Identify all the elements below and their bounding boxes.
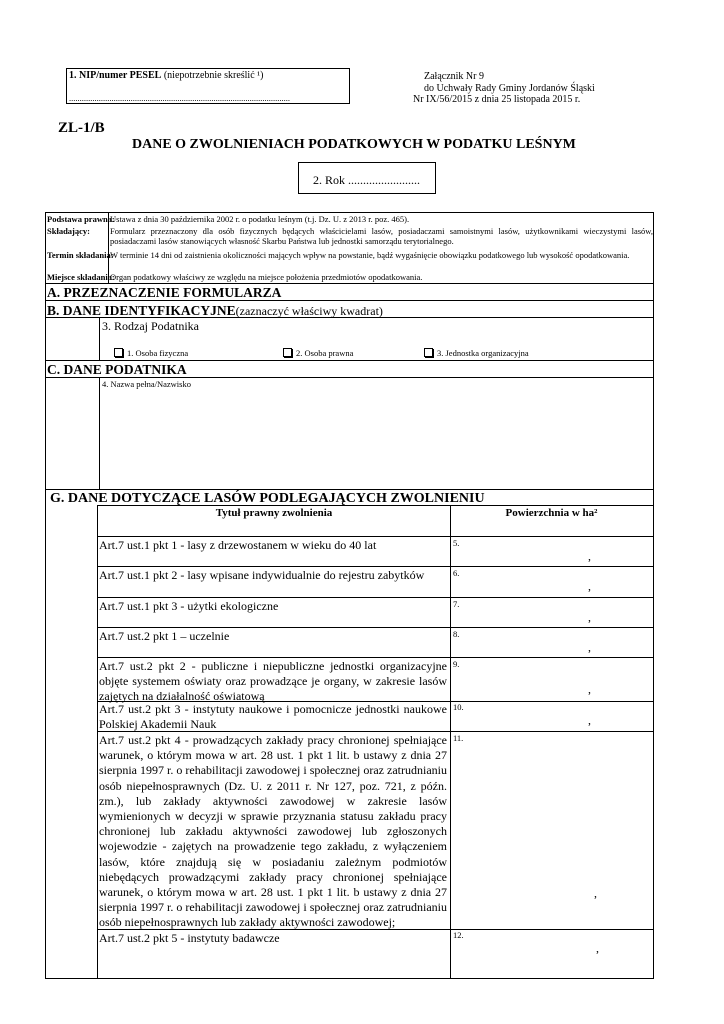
deadline-text: W terminie 14 dni od zaistnienia okoliczności mających wpływ na powstanie, bądź wygaśnięcie obowiązku podatkowego lub wysokość opodatkowania. (110, 250, 630, 260)
area-field-8-label: 8. (453, 629, 460, 639)
area-field-5-label: 5. (453, 538, 460, 548)
area-field-11-separator: , (594, 886, 597, 900)
year-field[interactable] (298, 162, 436, 194)
nip-dots: ........................................................................................................ (69, 93, 290, 103)
section-b-note: (zaznaczyć właściwy kwadrat) (235, 304, 383, 318)
area-field-11[interactable] (451, 732, 653, 928)
year-label: 2. Rok ........................ (313, 173, 421, 187)
checkbox-natural-person[interactable] (114, 348, 123, 357)
submitter-text: Formularz przeznaczony dla osób fizycznych będących właścicielami lasów, posiadaczami samoistnymi lasów, użytkownikami wieczystymi lasów, posiadaczami lasów stanowiących własność Skarbu Państwa lub jednostki samorządu terytorialnego. (110, 226, 653, 246)
taxpayer-type-label: 3. Rodzaj Podatnika (102, 319, 199, 333)
option-legal-person-label: 2. Osoba prawna (296, 348, 354, 358)
exemption-row-12-title: Art.7 ust.2 pkt 5 - instytuty badawcze (99, 931, 280, 945)
area-field-9-separator: , (588, 682, 591, 696)
option-legal-person[interactable] (283, 348, 353, 358)
place-label: Miejsce składania: (47, 272, 115, 282)
exemption-row-11-title: Art.7 ust.2 pkt 4 - prowadzących zakłady pracy chronionej spełniające warunek, o którym mowa w art. 28 ust. 1 pkt 1 lit. b ustawy z dnia 27 sierpnia 1997 r. o rehabilitacji zawodowej i społecznej oraz zatrudnianiu osób niepełnosprawnych (Dz. U. z 2011 r. Nr 127, poz. 721, z późn. zm.), lub zakłady aktywności zawodowej w zakresie lasów wymienionych w decyzji w sprawie przyznania statusu zakładu pracy chronionej lub zakładu aktywności zawodowej lub zgłoszonych wojewodzie - zajętych na prowadzenie tego zakładu, z wyłączeniem lasów, które znajdują się w posiadaniu zależnym podmiotów niebędących prowadzącymi zakłady pracy chronionej spełniające warunek, o którym mowa w art. 28 ust. 1 pkt 1 lit. b ustawy z dnia 27 sierpnia 1997 r. o rehabilitacji zawodowej i społecznej oraz zatrudnianiu osób niepełnosprawnych lub zakłady aktywności zawodowej; (99, 733, 447, 930)
section-c-title: C. DANE PODATNIKA (47, 362, 187, 377)
form-title: DANE O ZWOLNIENIACH PODATKOWYCH W PODATKU LEŚNYM (132, 137, 576, 152)
section-b-heading: B. DANE IDENTYFIKACYJNE (47, 303, 236, 318)
area-field-5-separator: , (588, 549, 591, 563)
area-field-7-label: 7. (453, 599, 460, 609)
area-field-7-separator: , (588, 610, 591, 624)
place-text: Organ podatkowy właściwy ze względu na miejsce położenia przedmiotów opodatkowania. (110, 272, 423, 282)
exemption-row-8-title: Art.7 ust.2 pkt 1 – uczelnie (99, 629, 230, 643)
checkbox-legal-person[interactable] (283, 348, 292, 357)
area-field-10-label: 10. (453, 702, 464, 712)
exemption-row-7-title: Art.7 ust.1 pkt 3 - użytki ekologiczne (99, 599, 279, 613)
area-field-6[interactable] (451, 567, 653, 596)
legal-basis-text: Ustawa z dnia 30 października 2002 r. o podatku leśnym (t.j. Dz. U. z 2013 r. poz. 465). (110, 214, 410, 224)
deadline-label: Termin składania: (47, 250, 114, 260)
nip-note: (niepotrzebnie skreślić ¹) (163, 70, 264, 81)
area-field-10[interactable] (451, 702, 653, 730)
nip-field[interactable] (66, 68, 350, 104)
nip-label: 1. NIP/numer PESEL (69, 70, 162, 81)
area-field-11-label: 11. (453, 733, 464, 743)
checkbox-organizational-unit[interactable] (424, 348, 433, 357)
form-code: ZL-1/B (58, 120, 105, 136)
section-g-title: G. DANE DOTYCZĄCE LASÓW PODLEGAJĄCYCH ZWOLNIENIU (50, 491, 485, 506)
attachment-line-1: Załącznik Nr 9 (424, 71, 484, 82)
exemption-row-10-title: Art.7 ust.2 pkt 3 - instytuty naukowe i pomocnicze jednostki naukowe Polskiej Akademii Nauk (99, 702, 447, 731)
exemption-row-5-title: Art.7 ust.1 pkt 1 - lasy z drzewostanem w wieku do 40 lat (99, 538, 377, 552)
exemption-row-6-title: Art.7 ust.1 pkt 2 - lasy wpisane indywidualnie do rejestru zabytków (99, 568, 425, 582)
option-natural-person[interactable] (114, 348, 188, 358)
area-field-12[interactable] (451, 930, 653, 978)
area-field-9-label: 9. (453, 659, 460, 669)
full-name-input[interactable] (100, 391, 652, 487)
area-field-6-separator: , (588, 579, 591, 593)
option-organizational-unit-label: 3. Jednostka organizacyjna (437, 348, 529, 358)
area-field-12-separator: , (596, 941, 599, 955)
option-organizational-unit[interactable] (424, 348, 529, 358)
area-field-6-label: 6. (453, 568, 460, 578)
col-title-header: Tytuł prawny zwolnienia (215, 507, 333, 519)
area-field-5[interactable] (451, 537, 653, 565)
area-field-8-separator: , (588, 640, 591, 654)
section-a-title: A. PRZEZNACZENIE FORMULARZA (47, 285, 282, 300)
attachment-line-3: Nr IX/56/2015 z dnia 25 listopada 2015 r. (413, 94, 581, 105)
full-name-label: 4. Nazwa pełna/Nazwisko (102, 379, 191, 389)
col-area-header: Powierzchnia w ha² (505, 507, 598, 519)
area-field-7[interactable] (451, 598, 653, 626)
attachment-line-2: do Uchwały Rady Gminy Jordanów Śląski (424, 83, 595, 94)
exemption-row-9-title: Art.7 ust.2 pkt 2 - publiczne i niepubliczne jednostki organizacyjne objęte systemem oświaty oraz prowadzące je organy, w zakresie lasów zajętych na działalność oświatową (99, 659, 447, 703)
legal-basis-label: Podstawa prawna: (47, 214, 115, 224)
submitter-label: Składający: (47, 226, 90, 236)
option-natural-person-label: 1. Osoba fizyczna (127, 348, 189, 358)
area-field-10-separator: , (588, 713, 591, 727)
area-field-9[interactable] (451, 658, 653, 700)
area-field-8[interactable] (451, 628, 653, 656)
area-field-12-label: 12. (453, 930, 464, 940)
